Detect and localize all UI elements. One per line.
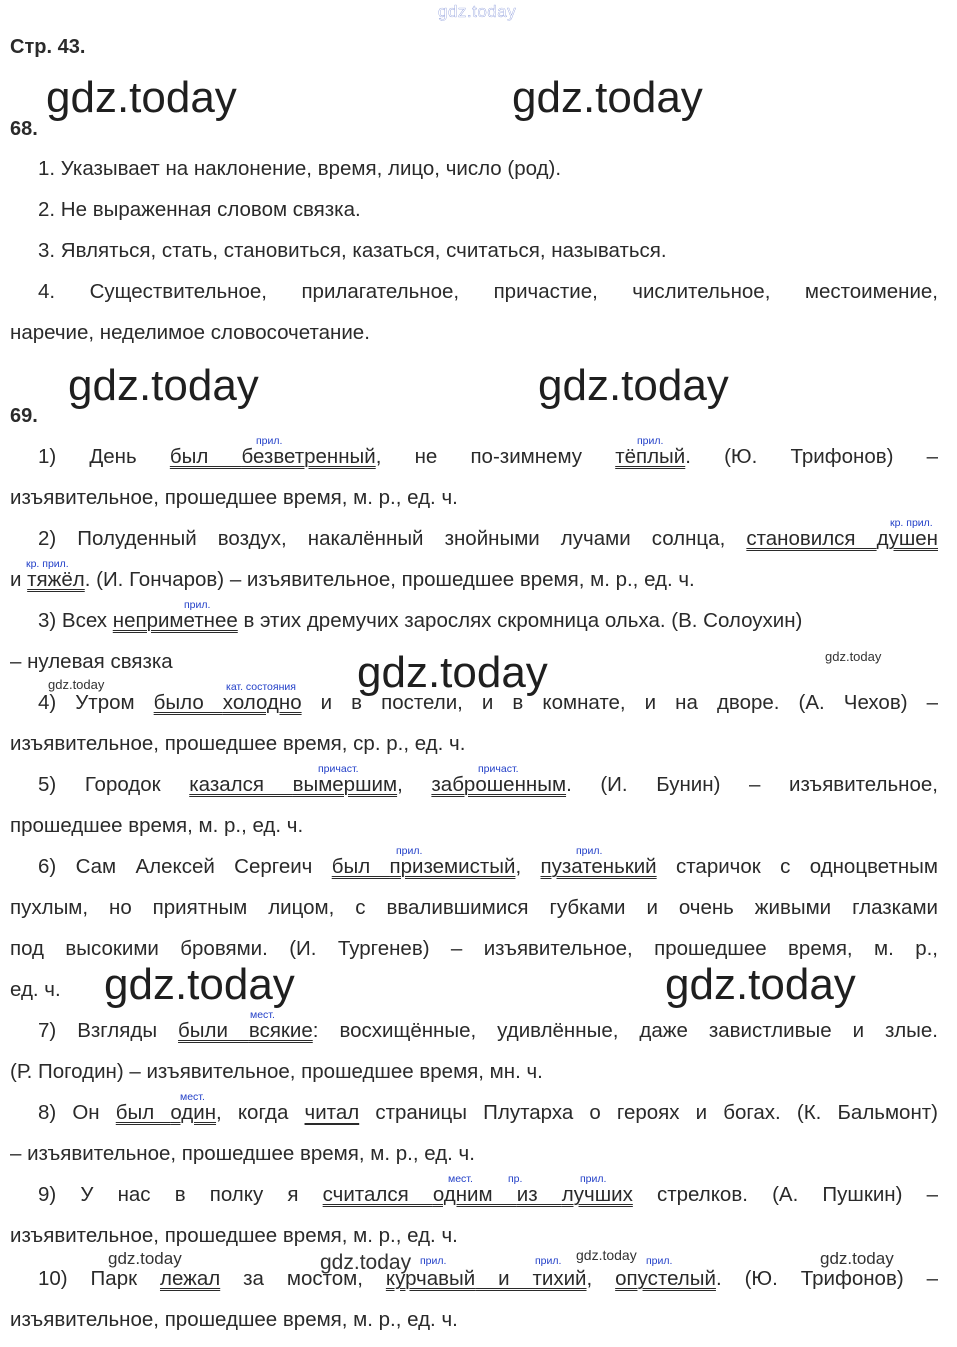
annotation: прил. bbox=[576, 845, 603, 857]
predicate: тихий bbox=[532, 1267, 587, 1290]
watermark: gdz.today bbox=[68, 361, 259, 410]
sentence-5: 5) Городок казался вымершим, заброшенным. (И. Бунин) – изъявительное, bbox=[38, 773, 938, 796]
sentence-1: 1) День был безветренный, не по-зимнему тёплый. (Ю. Трифонов) – bbox=[38, 445, 938, 468]
annotation: мест. bbox=[180, 1091, 205, 1103]
sentence-6-cont: пухлым, но приятным лицом, с ввалившимися губками и очень живыми глазками bbox=[10, 896, 938, 919]
predicate: читал bbox=[304, 1101, 360, 1124]
watermark: gdz.today bbox=[538, 361, 729, 410]
annotation: прил. bbox=[637, 435, 664, 447]
predicate: душен bbox=[876, 527, 938, 550]
watermark: gdz.today bbox=[108, 1249, 182, 1268]
sentence-6: 6) Сам Алексей Сергеич был приземистый, пузатенький старичок с одноцветным bbox=[38, 855, 938, 878]
predicate: был bbox=[331, 855, 390, 878]
ex68-line: 2. Не выраженная словом связка. bbox=[38, 198, 361, 221]
sentence-8-analysis: – изъявительное, прошедшее время, м. р., ед. ч. bbox=[10, 1142, 475, 1165]
sentence-2-cont: и тяжёл. (И. Гончаров) – изъявительное, прошедшее время, м. р., ед. ч. bbox=[10, 568, 695, 591]
sentence-4: 4) Утром было холодно и в постели, и в комнате, и на дворе. (А. Чехов) – bbox=[38, 691, 938, 714]
predicate: казался bbox=[189, 773, 293, 796]
sentence-3: 3) Всех неприметнее в этих дремучих зарослях скромница ольха. (В. Солоухин) bbox=[38, 609, 803, 632]
watermark: gdz.today bbox=[320, 1251, 412, 1274]
predicate: был bbox=[169, 445, 242, 468]
predicate: опустелый bbox=[615, 1267, 716, 1290]
predicate: тёплый bbox=[615, 445, 686, 468]
sentence-10-analysis: изъявительное, прошедшее время, м. р., ед. ч. bbox=[10, 1308, 458, 1331]
watermark: gdz.today bbox=[512, 73, 703, 122]
ex68-line: 4. Существительное, прилагательное, причастие, числительное, местоимение, bbox=[38, 280, 938, 303]
annotation: прил. bbox=[535, 1255, 562, 1267]
predicate: лежал bbox=[159, 1267, 221, 1290]
watermark: gdz.today bbox=[820, 1249, 894, 1268]
predicate: одним bbox=[432, 1183, 517, 1206]
annotation: прил. bbox=[420, 1255, 447, 1267]
sentence-4-analysis: изъявительное, прошедшее время, ср. р., ед. ч. bbox=[10, 732, 466, 755]
annotation: прил. bbox=[580, 1173, 607, 1185]
sentence-8: 8) Он был один, когда читал страницы Плутарха о героях и богах. (К. Бальмонт) bbox=[38, 1101, 938, 1124]
predicate: вымершим bbox=[292, 773, 398, 796]
predicate: были bbox=[178, 1019, 249, 1042]
sentence-6-cont: ед. ч. bbox=[10, 978, 61, 1001]
watermark: gdz.today bbox=[46, 73, 237, 122]
watermark: gdz.today bbox=[825, 649, 882, 664]
predicate: безветренный bbox=[241, 445, 376, 468]
exercise-69-number: 69. bbox=[10, 405, 38, 427]
page-header: Стр. 43. bbox=[10, 36, 86, 58]
watermark: gdz.today bbox=[104, 960, 295, 1009]
ex68-line: наречие, неделимое словосочетание. bbox=[10, 321, 370, 344]
sentence-9: 9) У нас в полку я считался одним из лучших стрелков. (А. Пушкин) – bbox=[38, 1183, 938, 1206]
predicate: приземистый bbox=[389, 855, 516, 878]
watermark: gdz.today bbox=[665, 960, 856, 1009]
predicate: холодно bbox=[222, 691, 302, 714]
predicate: тяжёл bbox=[27, 568, 85, 591]
ex68-line: 1. Указывает на наклонение, время, лицо, число (род). bbox=[38, 157, 562, 180]
sentence-6-cont: под высокими бровями. (И. Тургенев) – изъявительное, прошедшее время, м. р., bbox=[10, 937, 938, 960]
annotation: мест. bbox=[448, 1173, 473, 1185]
ex68-line: 3. Являться, стать, становиться, казаться, считаться, называться. bbox=[38, 239, 667, 262]
watermark: gdz.today bbox=[357, 648, 548, 697]
predicate: лучших bbox=[561, 1183, 633, 1206]
predicate: становился bbox=[746, 527, 877, 550]
annotation: причаст. bbox=[318, 763, 359, 775]
predicate: пузатенький bbox=[540, 855, 657, 878]
annotation: причаст. bbox=[478, 763, 519, 775]
predicate: заброшенным bbox=[431, 773, 567, 796]
predicate: один bbox=[170, 1101, 217, 1124]
exercise-68-number: 68. bbox=[10, 118, 38, 140]
watermark: gdz.today bbox=[48, 677, 105, 692]
annotation: прил. bbox=[646, 1255, 673, 1267]
sentence-10: 10) Парк лежал за мостом, курчавый и тихий, опустелый. (Ю. Трифонов) – bbox=[38, 1267, 938, 1290]
annotation: кр. прил. bbox=[26, 558, 69, 570]
predicate: считался bbox=[322, 1183, 433, 1206]
predicate: и bbox=[475, 1267, 533, 1290]
watermark: gdz.today bbox=[576, 1247, 637, 1263]
annotation: прил. bbox=[256, 435, 283, 447]
predicate: был bbox=[115, 1101, 171, 1124]
annotation: пр. bbox=[508, 1173, 523, 1185]
predicate: неприметнее bbox=[112, 609, 238, 632]
annotation: кр. прил. bbox=[890, 517, 933, 529]
sentence-3-analysis: – нулевая связка bbox=[10, 650, 173, 673]
annotation: прил. bbox=[396, 845, 423, 857]
sentence-9-analysis: изъявительное, прошедшее время, м. р., ед. ч. bbox=[10, 1224, 458, 1247]
sentence-5-analysis: прошедшее время, м. р., ед. ч. bbox=[10, 814, 304, 837]
predicate: из bbox=[516, 1183, 562, 1206]
watermark-top: gdz.today bbox=[438, 2, 517, 21]
sentence-7: 7) Взгляды были всякие: восхищённые, удивлённые, даже завистливые и злые. bbox=[38, 1019, 938, 1042]
annotation: кат. состояния bbox=[226, 681, 296, 693]
sentence-7-analysis: (Р. Погодин) – изъявительное, прошедшее время, мн. ч. bbox=[10, 1060, 543, 1083]
predicate: всякие bbox=[248, 1019, 313, 1042]
annotation: мест. bbox=[250, 1009, 275, 1021]
annotation: прил. bbox=[184, 599, 211, 611]
predicate: было bbox=[153, 691, 223, 714]
sentence-2: 2) Полуденный воздух, накалённый знойными лучами солнца, становился душен bbox=[38, 527, 938, 550]
predicate: курчавый bbox=[385, 1267, 476, 1290]
sentence-1-analysis: изъявительное, прошедшее время, м. р., ед. ч. bbox=[10, 486, 458, 509]
